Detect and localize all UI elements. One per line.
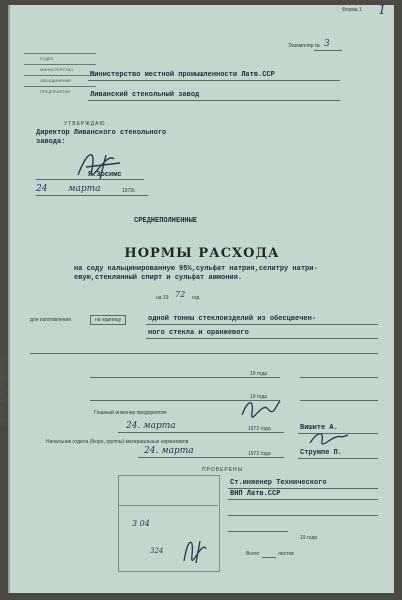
document-sheet xyxy=(0,3,394,593)
dept-name: Струмпе П. xyxy=(300,449,343,457)
verified-rule-2 xyxy=(228,499,378,500)
dept-date-rule xyxy=(138,457,284,458)
product-line-1: одной тонны стеклоизделий из обесцвечен- xyxy=(148,315,317,323)
chief-year: 1972 года xyxy=(248,426,271,432)
director-title-2: завода: xyxy=(36,138,66,146)
verified-rule-1 xyxy=(228,488,378,489)
chief-date: 24. марта xyxy=(126,421,176,431)
year-number: 72 xyxy=(175,290,186,299)
box-note-2: 324 xyxy=(150,547,164,555)
dept-name-rule xyxy=(298,458,378,459)
copy-number: 3 xyxy=(324,39,330,49)
chief-date-rule xyxy=(118,432,284,433)
dept-date: 24. марта xyxy=(144,446,194,456)
product-line-1-rule xyxy=(146,324,378,325)
binding-margin-note: МЕСТО ДЛЯ ПОДШИВКИ xyxy=(0,356,6,425)
approval-month: марта xyxy=(68,184,101,194)
year-prefix: на 19 xyxy=(156,295,169,301)
verified-rule-3 xyxy=(228,515,378,516)
total-label: Всего xyxy=(246,551,260,557)
approval-date-line xyxy=(36,195,148,196)
secrecy-mark: СРЕДНЕПОЛНЕННЫЕ xyxy=(134,217,198,225)
approval-heading: УТВЕРЖДАЮ xyxy=(64,121,106,127)
product-line-2: ного стекла и оранжевого xyxy=(148,329,249,337)
blank-sign-rule-1 xyxy=(300,377,378,378)
director-signature xyxy=(70,145,130,183)
verified-date-tail: 19 года xyxy=(300,535,318,541)
verified-line-1: Ст.инженер Технического xyxy=(230,479,327,487)
document-title: НОРМЫ РАСХОДА xyxy=(124,246,280,261)
copy-label: Экземпляр № xyxy=(288,43,321,49)
approval-day: 24 xyxy=(36,184,48,194)
stamp-row-3: ОБЪЕДИНЕНИЕ xyxy=(24,75,96,86)
for-label: для изготовления xyxy=(30,317,71,323)
director-title: Директор Ливанского стекольного xyxy=(36,129,167,137)
date-tail-1: 19 года xyxy=(250,371,268,377)
stamp-row-4: ПРЕДПРИЯТИЕ xyxy=(24,86,96,97)
date-tail-2: 19 года xyxy=(250,394,268,400)
product-line-2-rule xyxy=(146,338,378,339)
year-suffix: год xyxy=(192,295,200,301)
approval-year: 1972г. xyxy=(122,188,136,194)
dept-year: 1972 года xyxy=(248,451,271,457)
unit-box: на единицу xyxy=(90,315,126,325)
hierarchy-stamp xyxy=(24,53,96,111)
chief-engineer-signature xyxy=(238,397,284,419)
ministry-line xyxy=(88,80,340,81)
blank-date-rule-1 xyxy=(90,377,280,378)
verified-line-2: ВНП Латв.ССР xyxy=(230,490,281,498)
blank-rule-1 xyxy=(30,353,378,354)
verified-date-rule xyxy=(228,531,288,532)
ministry-name: Министерство местной промышленности Латв.ССР xyxy=(90,71,275,79)
stamp-row-2: МИНИСТЕРСТВО xyxy=(24,64,96,75)
stamp-row-1: ОТДЕЛ xyxy=(24,53,96,64)
chief-engineer-label: Главный инженер предприятия xyxy=(94,410,167,416)
subtitle-line-1: на соду кальцинированную 95%,сульфат натрия,селитру натри- xyxy=(74,265,318,273)
dept-head-signature xyxy=(306,429,352,447)
box-signature xyxy=(178,533,212,565)
sheets-label: листов xyxy=(278,551,294,557)
director-name: Я.Зосимс xyxy=(88,171,122,179)
page-number: 1 xyxy=(378,3,387,18)
total-rule xyxy=(262,557,276,558)
box-note-1: 3 04 xyxy=(132,519,150,528)
chief-name: Вишите А. xyxy=(300,424,338,432)
subtitle-line-2: евую,стеклянный спирт и сульфат аммония. xyxy=(74,274,243,282)
copy-line xyxy=(314,50,342,51)
plant-name: Ливанский стекольный завод xyxy=(90,91,200,99)
plant-line xyxy=(88,100,340,101)
dept-head-label: Начальник отдела (бюро, группы) материальных нормативов xyxy=(46,439,189,445)
verified-heading: ПРОВЕРЕНЫ xyxy=(202,467,244,473)
blank-sign-rule-2 xyxy=(300,400,378,401)
form-label: Форма 1 xyxy=(342,7,362,13)
